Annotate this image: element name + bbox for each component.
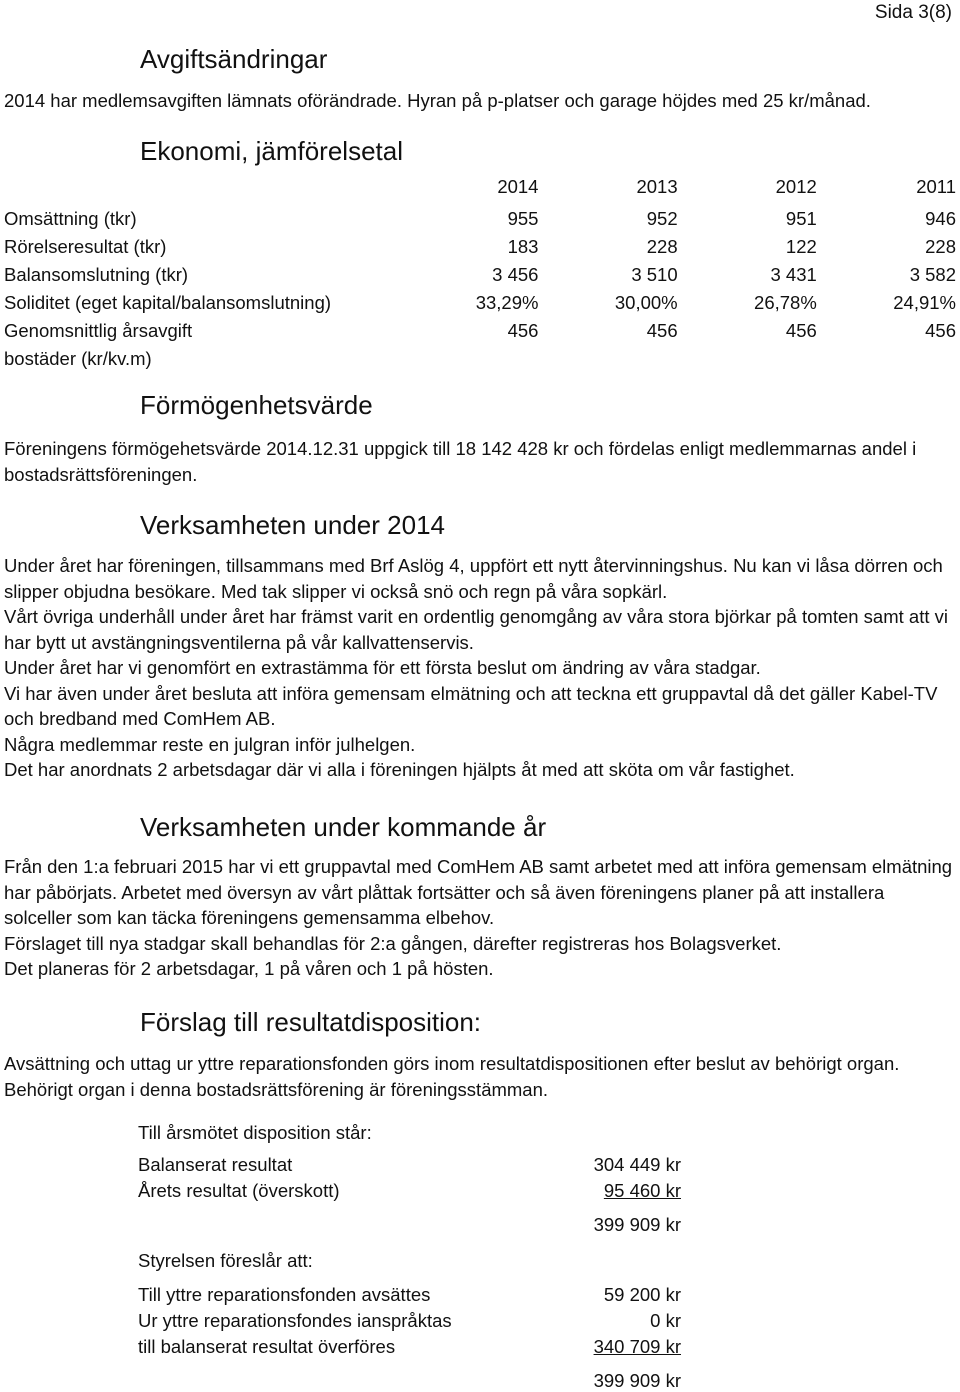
row-value: 3 431 [770,264,817,285]
disposition-row [138,1284,681,1308]
disposition-amount: 59 200 kr [603,1284,681,1305]
year-header: 2011 [916,176,956,197]
row-value: 30,00% [614,292,678,313]
disposition-row [138,1180,681,1204]
row-value: 952 [646,208,678,229]
disposition-label: Årets resultat (överskott) [138,1180,340,1201]
row-value: 3 582 [909,264,956,285]
paragraph: Det har anordnats 2 arbetsdagar där vi alla i föreningen hjälpts åt med att sköta om vår fastighet. [4,759,795,780]
activities-2014-heading: Verksamheten under 2014 [140,510,445,540]
row-value: 946 [925,208,956,229]
row-value: 955 [507,208,539,229]
row-value: 3 510 [631,264,678,285]
paragraph: Det planeras för 2 arbetsdagar, 1 på våren och 1 på hösten. [4,958,494,979]
wealth-heading: Förmögenhetsvärde [140,390,373,420]
activities-next-heading: Verksamheten under kommande år [140,812,547,842]
row-label: Soliditet (eget kapital/balansomslutning) [4,292,332,313]
economy-header-row [4,176,956,208]
paragraph: Några medlemmar reste en julgran inför julhelgen. [4,733,416,755]
table-row [4,292,956,320]
proposal-text [4,1051,954,1102]
disposition-label: till balanserat resultat överföres [138,1336,396,1357]
row-value: 122 [785,236,817,257]
row-value [817,348,956,376]
disposition-amount: 95 460 kr [603,1180,681,1201]
available-heading: Till årsmötet disposition står: [138,1122,372,1143]
disposition-amount: 340 709 kr [593,1336,681,1357]
economy-header-blank [4,176,399,208]
fees-text: 2014 har medlemsavgiften lämnats oförändrade. Hyran på p-platser och garage höjdes med 25 kr/månad. [4,90,871,111]
disposition-total: 399 909 kr [593,1214,681,1235]
row-label: Genomsnittlig årsavgift [4,320,193,341]
economy-table [4,176,956,376]
row-value: 26,78% [754,292,817,313]
disposition-label: Till yttre reparationsfonden avsättes [138,1284,431,1305]
paragraph: Från den 1:a februari 2015 har vi ett gruppavtal med ComHem AB samt arbetet med att införa gemensam elmätning har påbörjats. Arbetet med översyn av vårt plåttak fortsätter och så även föreningens planer på att installera solceller som kan täcka föreningens gemensamma elbehov. [4,856,953,928]
proposal-heading: Förslag till resultatdisposition: [140,1007,482,1037]
row-value: 183 [507,236,539,257]
row-value: 24,91% [893,292,956,313]
row-value: 228 [925,236,956,257]
disposition-label: Balanserat resultat [138,1154,293,1175]
disposition-row [138,1310,681,1334]
year-header: 2012 [775,176,817,197]
disposition-amount: 0 kr [650,1310,681,1331]
row-value: 228 [646,236,678,257]
disposition-row [138,1154,681,1178]
year-header: 2013 [636,176,678,197]
row-value: 3 456 [492,264,539,285]
table-row [4,348,956,376]
disposition-total-row [138,1214,681,1238]
row-label: bostäder (kr/kv.m) [4,348,152,369]
activities-2014-text [4,553,954,783]
row-value: 456 [925,320,956,341]
board-heading: Styrelsen föreslår att: [138,1250,313,1271]
disposition-total-row [138,1370,681,1391]
row-label: Rörelseresultat (tkr) [4,236,167,257]
table-row [4,320,956,348]
row-value: 456 [785,320,817,341]
page-number: Sida 3(8) [874,2,952,23]
row-value [399,348,538,376]
paragraph: Vårt övriga underhåll under året har främst varit en ordentlig genomgång av våra stora björkar på tomten samt att vi har bytt ut avstängningsventilerna på vår kallvattenservis. [4,606,948,653]
table-row [4,208,956,236]
paragraph: Under året har föreningen, tillsammans med Brf Aslög 4, uppfört ett nytt återvinningshus. Nu kan vi låsa dörren och slipper objudna besökare. Med tak slipper vi också snö och regn på våra sopkärl. [4,555,943,602]
disposition-label: Ur yttre reparationsfondes ianspråktas [138,1310,452,1331]
table-row [4,236,956,264]
year-header: 2014 [497,176,539,197]
paragraph: Avsättning och uttag ur yttre reparationsfonden görs inom resultatdispositionen efter beslut av behörigt organ. Behörigt organ i denna bostadsrättsförening är föreningsstämman. [4,1053,900,1100]
paragraph: Vi har även under året besluta att införa gemensam elmätning och att teckna ett gruppavtal då det gäller Kabel-TV och bredband med ComHem AB. [4,682,938,729]
row-label: Balansomslutning (tkr) [4,264,189,285]
paragraph: Förslaget till nya stadgar skall behandlas för 2:a gången, därefter registreras hos Bolagsverket. [4,932,782,954]
row-value: 456 [507,320,539,341]
economy-heading: Ekonomi, jämförelsetal [140,136,403,166]
disposition-row [138,1336,681,1360]
table-row [4,264,956,292]
wealth-paragraph: Föreningens förmögehetsvärde 2014.12.31 uppgick till 18 142 428 kr och fördelas enligt medlemmarnas andel i bostadsrättsföreningen. [4,438,917,485]
wealth-text [4,436,954,487]
disposition-total: 399 909 kr [593,1370,681,1391]
row-value [538,348,677,376]
fees-heading: Avgiftsändringar [140,44,328,74]
paragraph: Under året har vi genomfört en extrastämma för ett första beslut om ändring av våra stadgar. [4,657,761,678]
row-value: 951 [785,208,817,229]
row-value: 33,29% [475,292,539,313]
activities-next-text [4,854,954,982]
row-label: Omsättning (tkr) [4,208,137,229]
disposition-amount: 304 449 kr [593,1154,681,1175]
row-value: 456 [646,320,678,341]
row-value [678,348,817,376]
